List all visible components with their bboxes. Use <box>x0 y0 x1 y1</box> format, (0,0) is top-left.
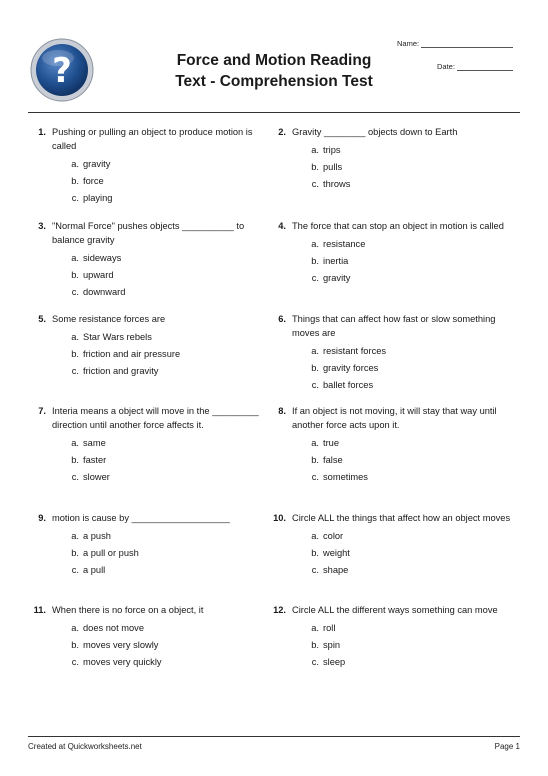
option-letter: a. <box>311 438 319 448</box>
question-number: 2. <box>278 127 286 137</box>
answer-option[interactable] <box>65 637 272 654</box>
option-letter: c. <box>311 472 319 482</box>
option-letter: c. <box>311 657 319 667</box>
question-stem: Circle ALL the things that affect how an object moves <box>292 513 511 523</box>
svg-text:?: ? <box>52 51 72 91</box>
option-letter: b. <box>71 640 79 650</box>
answer-options <box>305 343 518 394</box>
answer-options <box>305 142 518 193</box>
answer-option[interactable] <box>65 284 272 301</box>
answer-option[interactable] <box>305 142 518 159</box>
name-label: Name: <box>397 39 420 48</box>
question-stem: Circle ALL the different ways something can move <box>292 605 498 615</box>
question-stem: motion is cause by ___________________ <box>52 513 230 523</box>
answer-option[interactable] <box>305 637 518 654</box>
option-letter: a. <box>71 623 79 633</box>
option-text: moves very quickly <box>83 657 162 667</box>
option-text: true <box>323 438 340 448</box>
option-letter: c. <box>311 179 319 189</box>
option-text: friction and air pressure <box>83 349 181 359</box>
option-text: gravity forces <box>323 363 379 373</box>
option-text: a push <box>83 531 111 541</box>
option-text: throws <box>323 179 351 189</box>
option-text: does not move <box>83 623 144 633</box>
title-line-2: Text - Comprehension Test <box>175 73 373 90</box>
answer-option[interactable] <box>305 253 518 270</box>
option-letter: a. <box>311 239 319 249</box>
question-stem: The force that can stop an object in motion is called <box>292 221 504 231</box>
answer-option[interactable] <box>65 620 272 637</box>
answer-options <box>65 528 272 579</box>
option-text: trips <box>323 145 341 155</box>
answer-options <box>65 620 272 671</box>
option-text: gravity <box>83 159 111 169</box>
option-letter: b. <box>311 256 319 266</box>
question-stem: Some resistance forces are <box>52 314 166 324</box>
option-text: playing <box>83 193 113 203</box>
option-text: a pull <box>83 565 106 575</box>
option-letter: c. <box>71 287 79 297</box>
option-text: pulls <box>323 162 343 172</box>
answer-option[interactable] <box>65 363 272 380</box>
answer-option[interactable] <box>65 562 272 579</box>
option-letter: b. <box>71 270 79 280</box>
answer-options <box>65 250 272 301</box>
answer-option[interactable] <box>305 545 518 562</box>
option-text: inertia <box>323 256 349 266</box>
option-letter: c. <box>311 380 319 390</box>
option-letter: b. <box>71 548 79 558</box>
option-letter: a. <box>71 253 79 263</box>
question <box>28 125 272 207</box>
answer-option[interactable] <box>65 469 272 486</box>
option-letter: a. <box>71 438 79 448</box>
answer-option[interactable] <box>305 377 518 394</box>
option-text: spin <box>323 640 341 650</box>
answer-option[interactable] <box>65 250 272 267</box>
date-line[interactable] <box>457 70 513 71</box>
question-number: 5. <box>38 314 46 324</box>
question <box>268 312 518 394</box>
option-letter: c. <box>71 657 79 667</box>
option-letter: b. <box>311 640 319 650</box>
answer-option[interactable] <box>305 620 518 637</box>
question-stem: Things that can affect how fast or slow something moves are <box>292 314 496 338</box>
question-stem: When there is no force on a object, it <box>52 605 204 615</box>
answer-option[interactable] <box>305 654 518 671</box>
header-divider <box>28 112 520 113</box>
answer-option[interactable] <box>65 346 272 363</box>
option-text: a pull or push <box>83 548 139 558</box>
answer-options <box>65 435 272 486</box>
option-text: sideways <box>83 253 122 263</box>
option-text: downward <box>83 287 126 297</box>
question-number: 8. <box>278 406 286 416</box>
option-letter: a. <box>311 145 319 155</box>
option-letter: c. <box>311 565 319 575</box>
question <box>268 511 518 579</box>
question <box>268 125 518 193</box>
question <box>28 312 272 380</box>
question <box>268 219 518 287</box>
answer-options <box>305 236 518 287</box>
question-number: 6. <box>278 314 286 324</box>
option-text: Star Wars rebels <box>83 332 152 342</box>
answer-option[interactable] <box>305 435 518 452</box>
option-text: sometimes <box>323 472 368 482</box>
answer-options <box>65 329 272 380</box>
date-label: Date: <box>437 62 455 71</box>
option-letter: b. <box>71 349 79 359</box>
title-line-1: Force and Motion Reading <box>176 52 372 69</box>
question <box>28 219 272 301</box>
question <box>28 404 272 486</box>
option-text: sleep <box>323 657 346 667</box>
answer-option[interactable] <box>305 236 518 253</box>
answer-option[interactable] <box>305 469 518 486</box>
question-stem: If an object is not moving, it will stay that way until another force acts upon it. <box>292 406 497 430</box>
option-letter: b. <box>311 363 319 373</box>
question <box>28 603 272 671</box>
question <box>268 603 518 671</box>
option-letter: c. <box>311 273 319 283</box>
option-letter: a. <box>311 346 319 356</box>
option-letter: b. <box>71 455 79 465</box>
name-field[interactable] <box>397 39 513 48</box>
answer-option[interactable] <box>65 528 272 545</box>
footer-credit: Created at Quickworksheets.net <box>28 742 142 751</box>
question-stem: Gravity ________ objects down to Earth <box>292 127 458 137</box>
question-number: 4. <box>278 221 286 231</box>
option-text: slower <box>83 472 110 482</box>
option-letter: b. <box>71 176 79 186</box>
answer-option[interactable] <box>65 267 272 284</box>
question-number: 10. <box>273 513 286 523</box>
option-text: resistant forces <box>323 346 387 356</box>
answer-options <box>65 156 272 207</box>
answer-options <box>305 528 518 579</box>
date-field[interactable] <box>437 62 513 71</box>
option-text: roll <box>323 623 336 633</box>
answer-option[interactable] <box>305 452 518 469</box>
option-letter: a. <box>311 531 319 541</box>
option-text: shape <box>323 565 349 575</box>
answer-option[interactable] <box>305 176 518 193</box>
question-stem: "Normal Force" pushes objects __________ to balance gravity <box>52 221 245 245</box>
answer-option[interactable] <box>65 452 272 469</box>
answer-options <box>305 620 518 671</box>
question <box>268 404 518 486</box>
option-letter: a. <box>71 159 79 169</box>
question-number: 11. <box>33 605 46 615</box>
question-number: 9. <box>38 513 46 523</box>
option-text: gravity <box>323 273 351 283</box>
question-number: 1. <box>38 127 46 137</box>
option-letter: c. <box>71 472 79 482</box>
question-number: 12. <box>273 605 286 615</box>
answer-option[interactable] <box>305 528 518 545</box>
question <box>28 511 272 579</box>
option-text: resistance <box>323 239 366 249</box>
option-text: false <box>323 455 343 465</box>
option-letter: c. <box>71 366 79 376</box>
page-title <box>140 50 408 92</box>
option-letter: b. <box>311 162 319 172</box>
footer-divider <box>28 736 520 737</box>
answer-option[interactable] <box>305 360 518 377</box>
option-text: faster <box>83 455 107 465</box>
answer-option[interactable] <box>65 654 272 671</box>
option-letter: b. <box>311 455 319 465</box>
option-text: same <box>83 438 106 448</box>
question-number: 7. <box>38 406 46 416</box>
option-letter: a. <box>71 531 79 541</box>
option-text: ballet forces <box>323 380 374 390</box>
answer-option[interactable] <box>305 562 518 579</box>
answer-options <box>305 435 518 486</box>
option-text: upward <box>83 270 114 280</box>
question-stem: Interia means a object will move in the _________ direction until another force affects it. <box>52 406 259 430</box>
answer-option[interactable] <box>65 329 272 346</box>
answer-option[interactable] <box>65 190 272 207</box>
option-text: friction and gravity <box>83 366 159 376</box>
question-mark-icon <box>30 38 94 102</box>
option-letter: a. <box>71 332 79 342</box>
option-text: color <box>323 531 344 541</box>
option-letter: c. <box>71 193 79 203</box>
option-text: weight <box>323 548 350 558</box>
question-number: 3. <box>38 221 46 231</box>
name-line[interactable] <box>421 47 513 48</box>
answer-option[interactable] <box>65 435 272 452</box>
answer-option[interactable] <box>65 156 272 173</box>
answer-option[interactable] <box>305 343 518 360</box>
option-letter: a. <box>311 623 319 633</box>
answer-option[interactable] <box>305 270 518 287</box>
question-stem: Pushing or pulling an object to produce motion is called <box>52 127 253 151</box>
answer-option[interactable] <box>65 545 272 562</box>
option-text: force <box>83 176 104 186</box>
answer-option[interactable] <box>305 159 518 176</box>
option-text: moves very slowly <box>83 640 159 650</box>
option-letter: b. <box>311 548 319 558</box>
option-letter: c. <box>71 565 79 575</box>
footer-page-number: Page 1 <box>494 742 520 751</box>
answer-option[interactable] <box>65 173 272 190</box>
